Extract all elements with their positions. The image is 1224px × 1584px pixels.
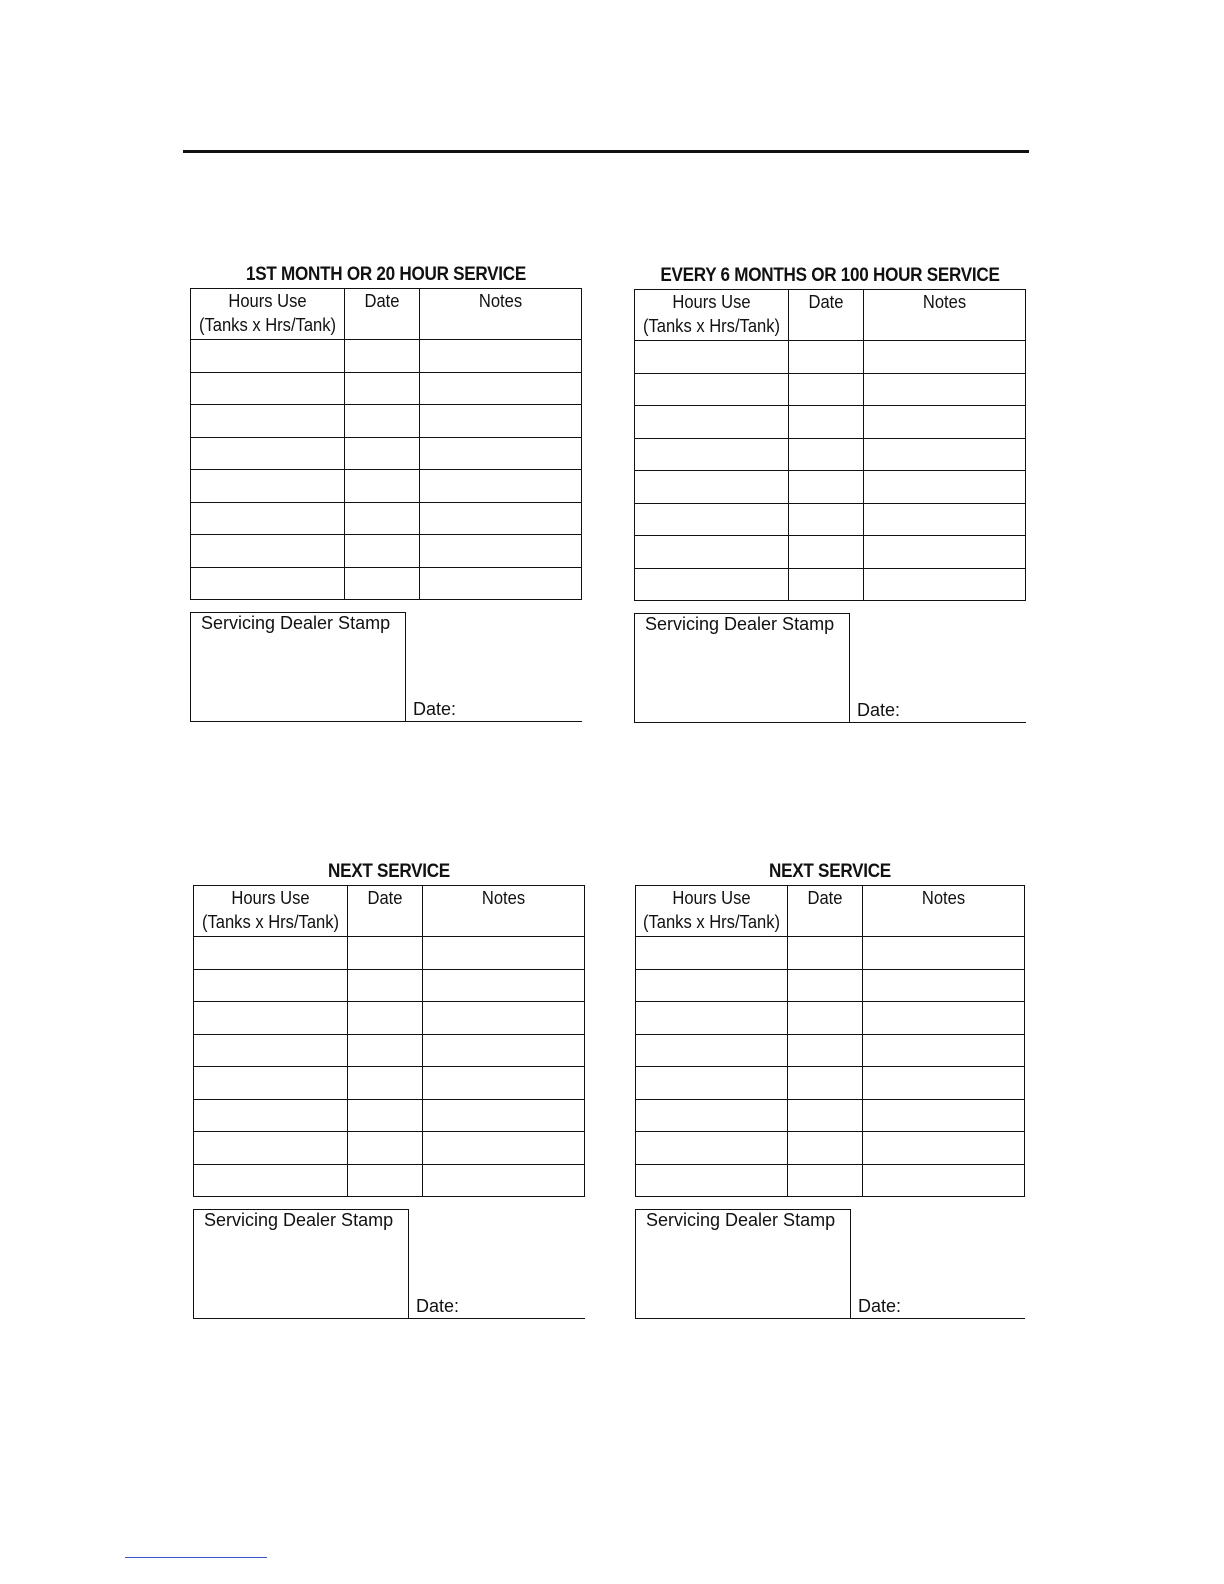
table-row — [636, 969, 1025, 1002]
date-cell[interactable] — [789, 471, 864, 504]
notes-cell[interactable] — [423, 1034, 585, 1067]
service-log-table — [193, 885, 585, 1197]
notes-cell[interactable] — [423, 1132, 585, 1165]
hours-cell[interactable] — [191, 502, 345, 535]
section-title: 1ST MONTH OR 20 HOUR SERVICE — [245, 264, 527, 285]
table-row — [636, 937, 1025, 970]
service-section-2 — [634, 263, 1026, 723]
notes-cell[interactable] — [864, 503, 1026, 536]
service-section-3 — [193, 859, 585, 1319]
table-row — [194, 1002, 585, 1035]
date-cell[interactable] — [788, 1034, 863, 1067]
stamp-date-label: Date: — [858, 1296, 902, 1316]
table-row — [635, 568, 1026, 601]
dealer-stamp-area — [634, 613, 1026, 723]
hours-cell[interactable] — [636, 1099, 788, 1132]
notes-cell[interactable] — [420, 470, 582, 503]
table-row — [194, 1132, 585, 1165]
column-header-notes: Notes — [420, 289, 582, 340]
table-row — [635, 373, 1026, 406]
column-header-hours: Hours Use (Tanks x Hrs/Tank) — [191, 289, 345, 340]
date-cell[interactable] — [348, 1034, 423, 1067]
table-row — [191, 405, 582, 438]
notes-cell[interactable] — [420, 567, 582, 600]
stamp-date-label: Date: — [413, 699, 457, 719]
table-header-row — [194, 886, 585, 937]
hours-cell[interactable] — [194, 1002, 348, 1035]
table-row — [191, 437, 582, 470]
hours-cell[interactable] — [635, 568, 789, 601]
date-cell[interactable] — [348, 1067, 423, 1100]
hours-cell[interactable] — [636, 1132, 788, 1165]
column-header-date: Date — [789, 290, 864, 341]
notes-cell[interactable] — [864, 536, 1026, 569]
column-header-hours: Hours Use (Tanks x Hrs/Tank) — [194, 886, 348, 937]
column-header-date: Date — [348, 886, 423, 937]
date-cell[interactable] — [788, 1132, 863, 1165]
column-header-notes: Notes — [863, 886, 1025, 937]
notes-cell[interactable] — [863, 1034, 1025, 1067]
hours-cell[interactable] — [194, 1034, 348, 1067]
column-header-date: Date — [345, 289, 420, 340]
hours-cell[interactable] — [636, 1002, 788, 1035]
dealer-stamp-area — [190, 612, 582, 722]
hours-cell[interactable] — [194, 937, 348, 970]
column-header-notes: Notes — [423, 886, 585, 937]
notes-cell[interactable] — [420, 437, 582, 470]
notes-cell[interactable] — [420, 340, 582, 373]
date-cell[interactable] — [348, 969, 423, 1002]
column-header-notes: Notes — [864, 290, 1026, 341]
table-row — [194, 1034, 585, 1067]
dealer-stamp-area — [193, 1209, 585, 1319]
table-row — [191, 470, 582, 503]
section-title: NEXT SERVICE — [328, 861, 450, 882]
table-row — [191, 502, 582, 535]
date-cell[interactable] — [789, 536, 864, 569]
hours-cell[interactable] — [635, 373, 789, 406]
hours-cell[interactable] — [635, 503, 789, 536]
hours-cell[interactable] — [191, 372, 345, 405]
notes-cell[interactable] — [423, 1164, 585, 1197]
stamp-date-label: Date: — [857, 700, 901, 720]
table-row — [635, 471, 1026, 504]
top-rule — [183, 150, 1029, 153]
date-cell[interactable] — [348, 937, 423, 970]
date-cell[interactable] — [788, 1067, 863, 1100]
table-row — [635, 406, 1026, 439]
notes-cell[interactable] — [864, 373, 1026, 406]
date-cell[interactable] — [789, 373, 864, 406]
service-log-table — [635, 885, 1025, 1197]
date-cell[interactable] — [788, 969, 863, 1002]
date-cell[interactable] — [788, 1002, 863, 1035]
hours-cell[interactable] — [636, 937, 788, 970]
table-row — [194, 1099, 585, 1132]
stamp-date-line[interactable] — [849, 1318, 1025, 1319]
table-header-row — [635, 290, 1026, 341]
hours-cell[interactable] — [635, 438, 789, 471]
service-section-1 — [190, 262, 582, 722]
notes-cell[interactable] — [864, 406, 1026, 439]
notes-cell[interactable] — [423, 1067, 585, 1100]
table-header-row — [191, 289, 582, 340]
table-row — [636, 1164, 1025, 1197]
column-header-hours: Hours Use (Tanks x Hrs/Tank) — [636, 886, 788, 937]
dealer-stamp-label: Servicing Dealer Stamp — [646, 1210, 836, 1230]
date-cell[interactable] — [788, 1099, 863, 1132]
notes-cell[interactable] — [423, 1099, 585, 1132]
table-row — [635, 536, 1026, 569]
hours-cell[interactable] — [635, 536, 789, 569]
stamp-date-line[interactable] — [404, 721, 582, 722]
date-cell[interactable] — [348, 1132, 423, 1165]
hours-cell[interactable] — [636, 1164, 788, 1197]
table-row — [194, 1067, 585, 1100]
stamp-date-line[interactable] — [848, 722, 1026, 723]
hours-cell[interactable] — [194, 969, 348, 1002]
notes-cell[interactable] — [863, 969, 1025, 1002]
hours-cell[interactable] — [636, 1034, 788, 1067]
date-cell[interactable] — [789, 503, 864, 536]
stamp-date-label: Date: — [416, 1296, 460, 1316]
table-row — [191, 535, 582, 568]
table-row — [635, 438, 1026, 471]
table-row — [191, 372, 582, 405]
table-row — [191, 567, 582, 600]
column-header-hours: Hours Use (Tanks x Hrs/Tank) — [635, 290, 789, 341]
notes-cell[interactable] — [863, 1002, 1025, 1035]
notes-cell[interactable] — [420, 372, 582, 405]
section-title: EVERY 6 MONTHS OR 100 HOUR SERVICE — [660, 265, 1000, 286]
date-cell[interactable] — [789, 406, 864, 439]
service-log-table — [190, 288, 582, 600]
date-cell[interactable] — [789, 568, 864, 601]
hours-cell[interactable] — [191, 405, 345, 438]
table-row — [636, 1002, 1025, 1035]
hours-cell[interactable] — [191, 535, 345, 568]
notes-cell[interactable] — [863, 1132, 1025, 1165]
table-row — [191, 340, 582, 373]
hours-cell[interactable] — [635, 471, 789, 504]
hours-cell[interactable] — [636, 969, 788, 1002]
footer-link-underline — [125, 1557, 267, 1558]
date-cell[interactable] — [348, 1099, 423, 1132]
notes-cell[interactable] — [863, 937, 1025, 970]
section-title: NEXT SERVICE — [769, 861, 891, 882]
notes-cell[interactable] — [423, 969, 585, 1002]
notes-cell[interactable] — [863, 1164, 1025, 1197]
dealer-stamp-box[interactable] — [190, 612, 406, 722]
date-cell[interactable] — [345, 372, 420, 405]
notes-cell[interactable] — [864, 438, 1026, 471]
dealer-stamp-area — [635, 1209, 1025, 1319]
hours-cell[interactable] — [194, 1164, 348, 1197]
date-cell[interactable] — [345, 340, 420, 373]
dealer-stamp-box[interactable] — [634, 613, 850, 723]
table-row — [636, 1099, 1025, 1132]
date-cell[interactable] — [789, 341, 864, 374]
date-cell[interactable] — [345, 470, 420, 503]
table-row — [636, 1132, 1025, 1165]
notes-cell[interactable] — [420, 502, 582, 535]
dealer-stamp-label: Servicing Dealer Stamp — [201, 613, 391, 633]
notes-cell[interactable] — [864, 341, 1026, 374]
table-row — [636, 1067, 1025, 1100]
notes-cell[interactable] — [864, 471, 1026, 504]
stamp-date-line[interactable] — [407, 1318, 585, 1319]
dealer-stamp-label: Servicing Dealer Stamp — [645, 614, 835, 634]
hours-cell[interactable] — [636, 1067, 788, 1100]
notes-cell[interactable] — [423, 937, 585, 970]
notes-cell[interactable] — [864, 568, 1026, 601]
hours-cell[interactable] — [194, 1099, 348, 1132]
date-cell[interactable] — [345, 502, 420, 535]
notes-cell[interactable] — [863, 1099, 1025, 1132]
hours-cell[interactable] — [194, 1067, 348, 1100]
table-header-row — [636, 886, 1025, 937]
table-row — [194, 937, 585, 970]
table-row — [635, 503, 1026, 536]
table-row — [636, 1034, 1025, 1067]
date-cell[interactable] — [345, 535, 420, 568]
date-cell[interactable] — [788, 1164, 863, 1197]
column-header-date: Date — [788, 886, 863, 937]
date-cell[interactable] — [348, 1002, 423, 1035]
notes-cell[interactable] — [423, 1002, 585, 1035]
hours-cell[interactable] — [191, 567, 345, 600]
notes-cell[interactable] — [420, 405, 582, 438]
date-cell[interactable] — [345, 567, 420, 600]
hours-cell[interactable] — [191, 470, 345, 503]
hours-cell[interactable] — [635, 406, 789, 439]
dealer-stamp-box[interactable] — [193, 1209, 409, 1319]
hours-cell[interactable] — [635, 341, 789, 374]
dealer-stamp-box[interactable] — [635, 1209, 851, 1319]
table-row — [194, 969, 585, 1002]
notes-cell[interactable] — [863, 1067, 1025, 1100]
date-cell[interactable] — [789, 438, 864, 471]
date-cell[interactable] — [788, 937, 863, 970]
date-cell[interactable] — [345, 437, 420, 470]
table-row — [194, 1164, 585, 1197]
service-log-table — [634, 289, 1026, 601]
date-cell[interactable] — [348, 1164, 423, 1197]
hours-cell[interactable] — [191, 437, 345, 470]
table-row — [635, 341, 1026, 374]
dealer-stamp-label: Servicing Dealer Stamp — [204, 1210, 394, 1230]
notes-cell[interactable] — [420, 535, 582, 568]
service-section-4 — [635, 859, 1025, 1319]
hours-cell[interactable] — [191, 340, 345, 373]
date-cell[interactable] — [345, 405, 420, 438]
hours-cell[interactable] — [194, 1132, 348, 1165]
